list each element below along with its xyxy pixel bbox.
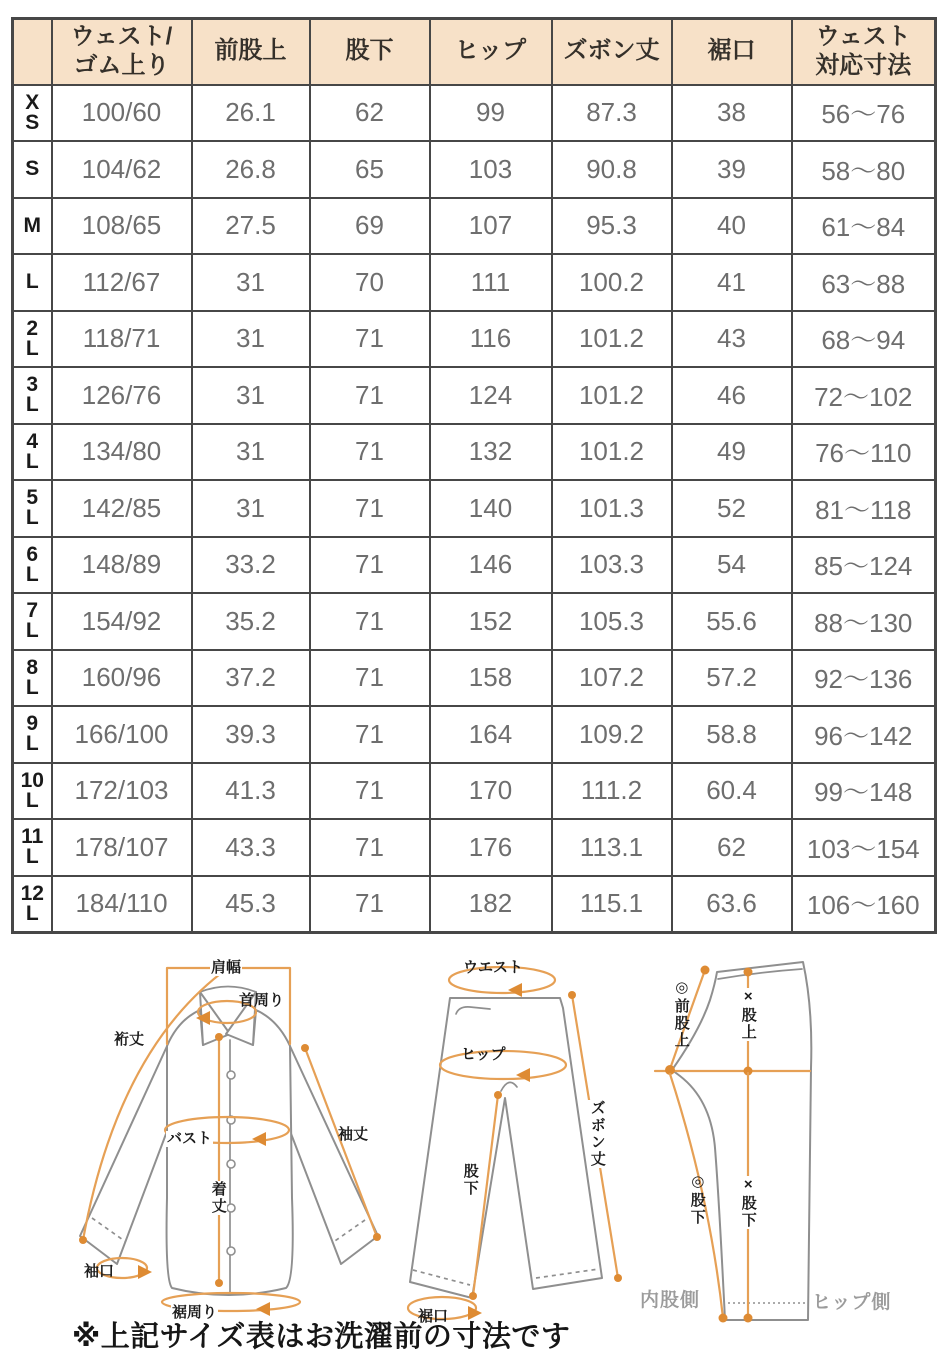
size-table-head — [13, 19, 936, 85]
size-cell: X S — [13, 85, 52, 142]
table-row-2L — [13, 311, 936, 368]
header-cell-0 — [13, 19, 52, 85]
value-cell: 63.6 — [672, 876, 792, 933]
shirt-button — [227, 1247, 235, 1255]
value-cell: 46 — [672, 367, 792, 424]
header-cell-2: 前股上 — [192, 19, 310, 85]
value-cell: 54 — [672, 537, 792, 594]
header-cell-7: ウェスト 対応寸法 — [792, 19, 936, 85]
value-cell: 134/80 — [52, 424, 192, 481]
header-cell-6: 裾口 — [672, 19, 792, 85]
value-cell: 65 — [310, 141, 430, 198]
table-row-9L — [13, 706, 936, 763]
measure-waist-arrow — [508, 983, 522, 997]
shirt-right-sleeve — [285, 1044, 378, 1264]
size-cell: 7 L — [13, 593, 52, 650]
shirt-drawing — [60, 948, 420, 1360]
size-cell: 6 L — [13, 537, 52, 594]
value-cell: 56〜76 — [792, 85, 936, 142]
value-cell: 62 — [672, 819, 792, 876]
value-cell: 49 — [672, 424, 792, 481]
value-cell: 57.2 — [672, 650, 792, 707]
shirt-body-length-label: 着丈 — [209, 1181, 227, 1215]
value-cell: 58.8 — [672, 706, 792, 763]
value-cell: 31 — [192, 424, 310, 481]
value-cell: 126/76 — [52, 367, 192, 424]
value-cell: 140 — [430, 480, 552, 537]
table-row-11L — [13, 819, 936, 876]
value-cell: 35.2 — [192, 593, 310, 650]
value-cell: 124 — [430, 367, 552, 424]
header-cell-1: ウェスト/ ゴム上り — [52, 19, 192, 85]
shirt-left-sleeve — [80, 1044, 172, 1264]
measure-dot — [568, 991, 576, 999]
value-cell: 90.8 — [552, 141, 672, 198]
pants-inseam-label: 股下 — [461, 1163, 479, 1197]
shirt-yuki-label: 裄丈 — [114, 1031, 145, 1048]
table-row-L — [13, 254, 936, 311]
value-cell: 55.6 — [672, 593, 792, 650]
pattern-rise-label: ×股上 — [739, 988, 757, 1041]
value-cell: 31 — [192, 311, 310, 368]
size-cell: M — [13, 198, 52, 255]
pants-front-diagram — [400, 948, 670, 1360]
value-cell: 31 — [192, 367, 310, 424]
table-row-7L — [13, 593, 936, 650]
pants-length-label: ズボン丈 — [588, 1100, 606, 1168]
shirt-sleeve-label: 袖丈 — [338, 1126, 369, 1143]
size-cell: 12 L — [13, 876, 52, 933]
value-cell: 87.3 — [552, 85, 672, 142]
pattern-inner-side-label: 内股側 — [640, 1290, 701, 1311]
value-cell: 154/92 — [52, 593, 192, 650]
value-cell: 52 — [672, 480, 792, 537]
measure-dot — [79, 1236, 87, 1244]
size-cell: L — [13, 254, 52, 311]
value-cell: 105.3 — [552, 593, 672, 650]
value-cell: 101.2 — [552, 367, 672, 424]
pants-front-drawing — [400, 948, 670, 1360]
header-cell-5: ズボン丈 — [552, 19, 672, 85]
value-cell: 71 — [310, 367, 430, 424]
value-cell: 142/85 — [52, 480, 192, 537]
pants-hem-label: 裾口 — [418, 1308, 449, 1325]
size-cell: 9 L — [13, 706, 52, 763]
shirt-button — [227, 1204, 235, 1212]
value-cell: 33.2 — [192, 537, 310, 594]
shirt-button — [227, 1071, 235, 1079]
value-cell: 39.3 — [192, 706, 310, 763]
value-cell: 92〜136 — [792, 650, 936, 707]
measure-dot — [469, 1292, 477, 1300]
measure-dot — [215, 1279, 223, 1287]
value-cell: 58〜80 — [792, 141, 936, 198]
value-cell: 148/89 — [52, 537, 192, 594]
value-cell: 184/110 — [52, 876, 192, 933]
value-cell: 37.2 — [192, 650, 310, 707]
value-cell: 72〜102 — [792, 367, 936, 424]
value-cell: 41 — [672, 254, 792, 311]
value-cell: 76〜110 — [792, 424, 936, 481]
value-cell: 101.2 — [552, 424, 672, 481]
value-cell: 26.1 — [192, 85, 310, 142]
shirt-shoulder-label: 肩幅 — [211, 959, 242, 976]
value-cell: 85〜124 — [792, 537, 936, 594]
value-cell: 166/100 — [52, 706, 192, 763]
value-cell: 62 — [310, 85, 430, 142]
value-cell: 71 — [310, 706, 430, 763]
shirt-diagram — [60, 948, 420, 1360]
pants-side-diagram — [640, 948, 940, 1360]
value-cell: 96〜142 — [792, 706, 936, 763]
table-row-4L — [13, 424, 936, 481]
table-row-12L — [13, 876, 936, 933]
size-cell: 11 L — [13, 819, 52, 876]
value-cell: 170 — [430, 763, 552, 820]
size-cell: 3 L — [13, 367, 52, 424]
value-cell: 71 — [310, 480, 430, 537]
value-cell: 60.4 — [672, 763, 792, 820]
value-cell: 71 — [310, 593, 430, 650]
size-cell: 8 L — [13, 650, 52, 707]
table-row-5L — [13, 480, 936, 537]
value-cell: 40 — [672, 198, 792, 255]
table-row-6L — [13, 537, 936, 594]
value-cell: 152 — [430, 593, 552, 650]
measure-dot — [301, 1044, 309, 1052]
measure-dot — [373, 1233, 381, 1241]
value-cell: 160/96 — [52, 650, 192, 707]
value-cell: 178/107 — [52, 819, 192, 876]
value-cell: 38 — [672, 85, 792, 142]
table-row-3L — [13, 367, 936, 424]
table-row-M — [13, 198, 936, 255]
value-cell: 45.3 — [192, 876, 310, 933]
value-cell: 158 — [430, 650, 552, 707]
value-cell: 88〜130 — [792, 593, 936, 650]
value-cell: 71 — [310, 537, 430, 594]
value-cell: 41.3 — [192, 763, 310, 820]
value-cell: 99〜148 — [792, 763, 936, 820]
table-row-S — [13, 141, 936, 198]
value-cell: 71 — [310, 876, 430, 933]
shirt-cuff-label: 袖口 — [84, 1263, 115, 1280]
value-cell: 101.3 — [552, 480, 672, 537]
value-cell: 116 — [430, 311, 552, 368]
table-row-XS — [13, 85, 936, 142]
value-cell: 43 — [672, 311, 792, 368]
pants-hip-label: ヒップ — [461, 1046, 506, 1063]
value-cell: 31 — [192, 480, 310, 537]
size-cell: S — [13, 141, 52, 198]
measure-dot — [215, 1033, 223, 1041]
value-cell: 103.3 — [552, 537, 672, 594]
value-cell: 63〜88 — [792, 254, 936, 311]
value-cell: 107 — [430, 198, 552, 255]
value-cell: 107.2 — [552, 650, 672, 707]
header-row — [13, 19, 936, 85]
value-cell: 172/103 — [52, 763, 192, 820]
value-cell: 113.1 — [552, 819, 672, 876]
value-cell: 164 — [430, 706, 552, 763]
measure-dot — [719, 1314, 728, 1323]
value-cell: 103 — [430, 141, 552, 198]
pattern-hip-side-label: ヒップ側 — [812, 1292, 892, 1313]
wash-note: ※上記サイズ表はお洗濯前の寸法です — [72, 1321, 571, 1353]
value-cell: 68〜94 — [792, 311, 936, 368]
value-cell: 26.8 — [192, 141, 310, 198]
size-table — [11, 17, 937, 934]
value-cell: 182 — [430, 876, 552, 933]
value-cell: 71 — [310, 650, 430, 707]
size-cell: 2 L — [13, 311, 52, 368]
value-cell: 43.3 — [192, 819, 310, 876]
size-cell: 10 L — [13, 763, 52, 820]
value-cell: 31 — [192, 254, 310, 311]
value-cell: 71 — [310, 763, 430, 820]
value-cell: 103〜154 — [792, 819, 936, 876]
size-cell: 4 L — [13, 424, 52, 481]
value-cell: 39 — [672, 141, 792, 198]
value-cell: 111 — [430, 254, 552, 311]
header-cell-4: ヒップ — [430, 19, 552, 85]
measure-cuff-arrow — [138, 1265, 152, 1279]
value-cell: 111.2 — [552, 763, 672, 820]
pattern-inseam-marked-label: ◎股下 — [688, 1172, 706, 1226]
value-cell: 71 — [310, 819, 430, 876]
table-row-10L — [13, 763, 936, 820]
value-cell: 118/71 — [52, 311, 192, 368]
value-cell: 176 — [430, 819, 552, 876]
value-cell: 112/67 — [52, 254, 192, 311]
measure-dot — [744, 1314, 753, 1323]
measure-dot — [744, 968, 753, 977]
pattern-inseam-x-label: ×股下 — [739, 1176, 757, 1229]
measure-dot — [494, 1091, 502, 1099]
pattern-front-rise-label: ◎前股上 — [672, 978, 690, 1049]
shirt-button — [227, 1160, 235, 1168]
value-cell: 99 — [430, 85, 552, 142]
value-cell: 100.2 — [552, 254, 672, 311]
size-table-body — [13, 85, 936, 933]
value-cell: 109.2 — [552, 706, 672, 763]
value-cell: 70 — [310, 254, 430, 311]
measure-dot — [614, 1274, 622, 1282]
value-cell: 27.5 — [192, 198, 310, 255]
value-cell: 71 — [310, 424, 430, 481]
shirt-hem-label: 裾周り — [172, 1304, 218, 1321]
value-cell: 100/60 — [52, 85, 192, 142]
table-row-8L — [13, 650, 936, 707]
size-cell: 5 L — [13, 480, 52, 537]
value-cell: 81〜118 — [792, 480, 936, 537]
value-cell: 61〜84 — [792, 198, 936, 255]
value-cell: 132 — [430, 424, 552, 481]
value-cell: 69 — [310, 198, 430, 255]
value-cell: 71 — [310, 311, 430, 368]
measure-dot — [701, 966, 710, 975]
value-cell: 106〜160 — [792, 876, 936, 933]
pants-waist-label: ウエスト — [463, 959, 524, 976]
value-cell: 104/62 — [52, 141, 192, 198]
shirt-bust-label: バスト — [167, 1130, 213, 1147]
value-cell: 115.1 — [552, 876, 672, 933]
value-cell: 108/65 — [52, 198, 192, 255]
value-cell: 95.3 — [552, 198, 672, 255]
header-cell-3: 股下 — [310, 19, 430, 85]
pants-outline — [410, 998, 602, 1298]
shirt-neck-label: 首周り — [239, 992, 285, 1009]
value-cell: 101.2 — [552, 311, 672, 368]
value-cell: 146 — [430, 537, 552, 594]
